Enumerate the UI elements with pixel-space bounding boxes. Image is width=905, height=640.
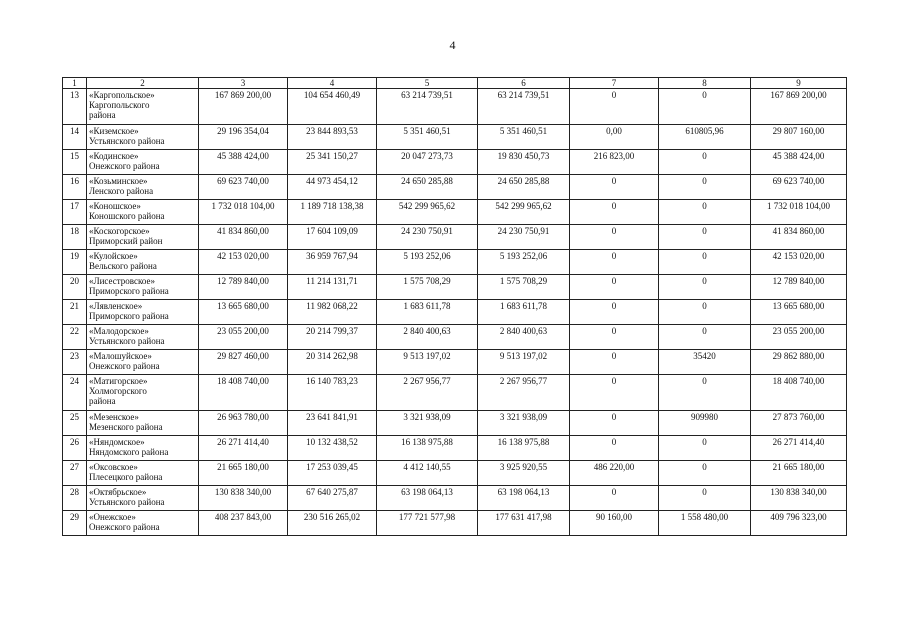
cell-c3: 13 665 680,00 (199, 300, 288, 325)
municipality-name (87, 200, 199, 225)
cell-c6: 542 299 965,62 (478, 200, 570, 225)
cell-c3: 408 237 843,00 (199, 511, 288, 536)
cell-c9: 130 838 340,00 (751, 486, 847, 511)
column-header-6: 6 (478, 78, 570, 89)
name-line: Каргопольского (89, 100, 150, 110)
name-line: «Матигорское» (89, 376, 148, 386)
row-number: 25 (63, 411, 87, 436)
name-line: Плесецкого района (89, 472, 163, 482)
cell-c5: 63 198 064,13 (377, 486, 478, 511)
name-line: Коношского района (89, 211, 165, 221)
cell-c9: 29 862 880,00 (751, 350, 847, 375)
name-line: «Киземское» (89, 126, 139, 136)
cell-c3: 18 408 740,00 (199, 375, 288, 411)
cell-c4: 11 214 131,71 (288, 275, 377, 300)
municipality-name (87, 436, 199, 461)
cell-c8: 1 558 480,00 (659, 511, 751, 536)
cell-c4: 10 132 438,52 (288, 436, 377, 461)
municipality-name (87, 411, 199, 436)
cell-c4: 36 959 767,94 (288, 250, 377, 275)
cell-c7: 0 (570, 350, 659, 375)
cell-c7: 0 (570, 411, 659, 436)
municipality-name (87, 150, 199, 175)
cell-c7: 0 (570, 325, 659, 350)
cell-c9: 45 388 424,00 (751, 150, 847, 175)
cell-c8: 0 (659, 250, 751, 275)
row-number: 13 (63, 89, 87, 125)
cell-c5: 63 214 739,51 (377, 89, 478, 125)
name-line: Приморского района (89, 311, 169, 321)
name-line: «Оксовское» (89, 462, 138, 472)
cell-c8: 0 (659, 150, 751, 175)
row-number: 19 (63, 250, 87, 275)
name-line: района (89, 396, 116, 406)
column-header-9: 9 (751, 78, 847, 89)
cell-c3: 26 271 414,40 (199, 436, 288, 461)
cell-c5: 1 575 708,29 (377, 275, 478, 300)
cell-c7: 0 (570, 375, 659, 411)
cell-c9: 23 055 200,00 (751, 325, 847, 350)
municipality-name (87, 350, 199, 375)
cell-c6: 24 230 750,91 (478, 225, 570, 250)
cell-c6: 5 193 252,06 (478, 250, 570, 275)
name-line: Устьянского района (89, 336, 165, 346)
cell-c9: 21 665 180,00 (751, 461, 847, 486)
cell-c3: 21 665 180,00 (199, 461, 288, 486)
cell-c4: 23 844 893,53 (288, 125, 377, 150)
cell-c5: 2 840 400,63 (377, 325, 478, 350)
cell-c3: 23 055 200,00 (199, 325, 288, 350)
column-header-3: 3 (199, 78, 288, 89)
row-number: 16 (63, 175, 87, 200)
cell-c7: 486 220,00 (570, 461, 659, 486)
cell-c5: 24 650 285,88 (377, 175, 478, 200)
cell-c4: 230 516 265,02 (288, 511, 377, 536)
cell-c5: 542 299 965,62 (377, 200, 478, 225)
table-row (63, 436, 847, 461)
cell-c8: 0 (659, 300, 751, 325)
name-line: «Козьминское» (89, 176, 148, 186)
municipality-name (87, 300, 199, 325)
cell-c8: 0 (659, 375, 751, 411)
cell-c5: 3 321 938,09 (377, 411, 478, 436)
cell-c9: 42 153 020,00 (751, 250, 847, 275)
municipality-name (87, 250, 199, 275)
table-row (63, 225, 847, 250)
cell-c7: 216 823,00 (570, 150, 659, 175)
row-number: 22 (63, 325, 87, 350)
cell-c9: 26 271 414,40 (751, 436, 847, 461)
cell-c5: 5 351 460,51 (377, 125, 478, 150)
name-line: Устьянского района (89, 497, 165, 507)
cell-c7: 90 160,00 (570, 511, 659, 536)
cell-c8: 0 (659, 200, 751, 225)
cell-c8: 0 (659, 175, 751, 200)
table-row (63, 250, 847, 275)
cell-c7: 0 (570, 486, 659, 511)
name-line: «Малодорское» (89, 326, 149, 336)
cell-c6: 177 631 417,98 (478, 511, 570, 536)
cell-c4: 17 253 039,45 (288, 461, 377, 486)
row-number: 15 (63, 150, 87, 175)
row-number: 18 (63, 225, 87, 250)
table-row (63, 411, 847, 436)
table-row (63, 89, 847, 125)
header-row (63, 78, 847, 89)
cell-c6: 24 650 285,88 (478, 175, 570, 200)
cell-c8: 0 (659, 461, 751, 486)
municipality-name (87, 375, 199, 411)
name-line: Устьянского района (89, 136, 165, 146)
name-line: Онежского района (89, 522, 160, 532)
cell-c3: 12 789 840,00 (199, 275, 288, 300)
cell-c4: 16 140 783,23 (288, 375, 377, 411)
row-number: 17 (63, 200, 87, 225)
cell-c7: 0 (570, 89, 659, 125)
cell-c7: 0 (570, 200, 659, 225)
cell-c7: 0 (570, 175, 659, 200)
cell-c9: 18 408 740,00 (751, 375, 847, 411)
municipality-name (87, 89, 199, 125)
cell-c4: 17 604 109,09 (288, 225, 377, 250)
cell-c4: 1 189 718 138,38 (288, 200, 377, 225)
column-header-2: 2 (87, 78, 199, 89)
cell-c3: 167 869 200,00 (199, 89, 288, 125)
cell-c8: 909980 (659, 411, 751, 436)
cell-c6: 63 198 064,13 (478, 486, 570, 511)
cell-c6: 16 138 975,88 (478, 436, 570, 461)
cell-c6: 1 575 708,29 (478, 275, 570, 300)
cell-c9: 1 732 018 104,00 (751, 200, 847, 225)
cell-c6: 5 351 460,51 (478, 125, 570, 150)
name-line: Приморского района (89, 286, 169, 296)
cell-c9: 27 873 760,00 (751, 411, 847, 436)
cell-c8: 0 (659, 325, 751, 350)
cell-c6: 1 683 611,78 (478, 300, 570, 325)
cell-c4: 67 640 275,87 (288, 486, 377, 511)
column-header-5: 5 (377, 78, 478, 89)
row-number: 27 (63, 461, 87, 486)
cell-c9: 409 796 323,00 (751, 511, 847, 536)
name-line: «Коношское» (89, 201, 141, 211)
cell-c8: 0 (659, 275, 751, 300)
row-number: 21 (63, 300, 87, 325)
name-line: «Лисестровское» (89, 276, 155, 286)
municipality-name (87, 275, 199, 300)
cell-c9: 12 789 840,00 (751, 275, 847, 300)
cell-c8: 610805,96 (659, 125, 751, 150)
cell-c4: 20 314 262,98 (288, 350, 377, 375)
cell-c9: 13 665 680,00 (751, 300, 847, 325)
name-line: Приморский район (89, 236, 163, 246)
table-row (63, 511, 847, 536)
cell-c9: 29 807 160,00 (751, 125, 847, 150)
table-row (63, 300, 847, 325)
cell-c3: 29 827 460,00 (199, 350, 288, 375)
table-row (63, 325, 847, 350)
cell-c5: 1 683 611,78 (377, 300, 478, 325)
name-line: Ленского района (89, 186, 154, 196)
column-header-4: 4 (288, 78, 377, 89)
page-number: 4 (449, 38, 456, 52)
municipality-name (87, 325, 199, 350)
municipality-name (87, 486, 199, 511)
row-number: 28 (63, 486, 87, 511)
cell-c3: 1 732 018 104,00 (199, 200, 288, 225)
table-row (63, 150, 847, 175)
cell-c3: 45 388 424,00 (199, 150, 288, 175)
row-number: 23 (63, 350, 87, 375)
column-header-7: 7 (570, 78, 659, 89)
cell-c6: 63 214 739,51 (478, 89, 570, 125)
row-number: 14 (63, 125, 87, 150)
data-table (62, 77, 847, 536)
cell-c7: 0 (570, 225, 659, 250)
name-line: «Малошуйское» (89, 351, 152, 361)
table-row (63, 175, 847, 200)
cell-c8: 0 (659, 225, 751, 250)
cell-c3: 41 834 860,00 (199, 225, 288, 250)
cell-c3: 26 963 780,00 (199, 411, 288, 436)
name-line: Онежского района (89, 161, 160, 171)
table-row (63, 275, 847, 300)
cell-c8: 35420 (659, 350, 751, 375)
cell-c4: 25 341 150,27 (288, 150, 377, 175)
cell-c4: 11 982 068,22 (288, 300, 377, 325)
cell-c3: 130 838 340,00 (199, 486, 288, 511)
municipality-name (87, 225, 199, 250)
table-row (63, 375, 847, 411)
municipality-name (87, 125, 199, 150)
name-line: «Кодинское» (89, 151, 139, 161)
row-number: 26 (63, 436, 87, 461)
municipality-name (87, 461, 199, 486)
name-line: «Каргопольское» (89, 90, 155, 100)
cell-c8: 0 (659, 486, 751, 511)
cell-c6: 19 830 450,73 (478, 150, 570, 175)
cell-c4: 44 973 454,12 (288, 175, 377, 200)
cell-c7: 0 (570, 436, 659, 461)
cell-c5: 5 193 252,06 (377, 250, 478, 275)
cell-c5: 177 721 577,98 (377, 511, 478, 536)
cell-c9: 167 869 200,00 (751, 89, 847, 125)
name-line: Холмогорского (89, 386, 147, 396)
table-row (63, 461, 847, 486)
cell-c4: 23 641 841,91 (288, 411, 377, 436)
municipality-name (87, 175, 199, 200)
column-header-1: 1 (63, 78, 87, 89)
cell-c5: 16 138 975,88 (377, 436, 478, 461)
name-line: «Октябрьское» (89, 487, 147, 497)
cell-c6: 3 321 938,09 (478, 411, 570, 436)
row-number: 24 (63, 375, 87, 411)
row-number: 20 (63, 275, 87, 300)
cell-c4: 20 214 799,37 (288, 325, 377, 350)
name-line: Онежского района (89, 361, 160, 371)
cell-c3: 42 153 020,00 (199, 250, 288, 275)
column-header-8: 8 (659, 78, 751, 89)
table-row (63, 125, 847, 150)
municipality-name (87, 511, 199, 536)
cell-c8: 0 (659, 89, 751, 125)
row-number: 29 (63, 511, 87, 536)
cell-c5: 24 230 750,91 (377, 225, 478, 250)
name-line: «Няндомское» (89, 437, 145, 447)
cell-c7: 0,00 (570, 125, 659, 150)
name-line: «Онежское» (89, 512, 136, 522)
table-row (63, 350, 847, 375)
cell-c5: 4 412 140,55 (377, 461, 478, 486)
cell-c9: 41 834 860,00 (751, 225, 847, 250)
name-line: Вельского района (89, 261, 157, 271)
table-row (63, 486, 847, 511)
cell-c6: 3 925 920,55 (478, 461, 570, 486)
cell-c6: 9 513 197,02 (478, 350, 570, 375)
name-line: Мезенского района (89, 422, 163, 432)
cell-c9: 69 623 740,00 (751, 175, 847, 200)
cell-c7: 0 (570, 275, 659, 300)
cell-c7: 0 (570, 250, 659, 275)
cell-c6: 2 267 956,77 (478, 375, 570, 411)
cell-c5: 20 047 273,73 (377, 150, 478, 175)
table-row (63, 200, 847, 225)
table-body (63, 89, 847, 536)
name-line: района (89, 110, 116, 120)
cell-c5: 9 513 197,02 (377, 350, 478, 375)
cell-c6: 2 840 400,63 (478, 325, 570, 350)
cell-c7: 0 (570, 300, 659, 325)
name-line: «Лявленское» (89, 301, 143, 311)
name-line: «Коскогорское» (89, 226, 150, 236)
name-line: «Мезенское» (89, 412, 139, 422)
cell-c3: 29 196 354,04 (199, 125, 288, 150)
name-line: Няндомского района (89, 447, 169, 457)
cell-c8: 0 (659, 436, 751, 461)
name-line: «Кулойское» (89, 251, 138, 261)
cell-c4: 104 654 460,49 (288, 89, 377, 125)
cell-c5: 2 267 956,77 (377, 375, 478, 411)
cell-c3: 69 623 740,00 (199, 175, 288, 200)
